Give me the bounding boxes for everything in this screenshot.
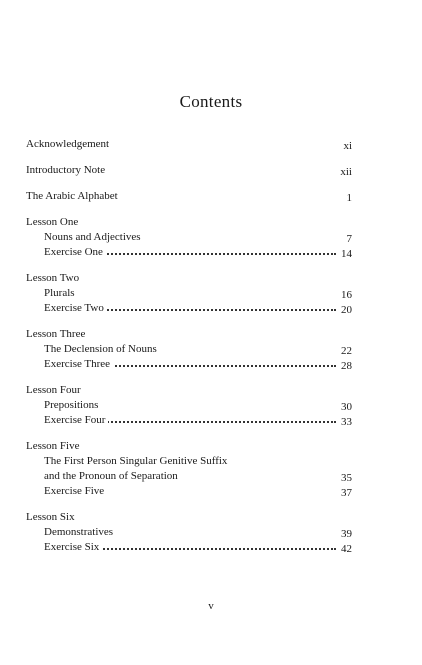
toc-page-number: 1 bbox=[344, 191, 353, 206]
toc-entry-label: Nouns and Adjectives bbox=[44, 230, 144, 245]
toc-page-number: 20 bbox=[338, 303, 352, 318]
lesson-heading-label: Lesson Two bbox=[26, 271, 82, 286]
toc-page-number: 30 bbox=[338, 400, 352, 415]
toc-section-lesson-two bbox=[26, 271, 352, 316]
toc-entry-exercise[interactable] bbox=[26, 484, 352, 499]
lesson-heading bbox=[26, 439, 352, 454]
toc-entry-label: Exercise Four bbox=[44, 413, 108, 428]
toc-page-number: 28 bbox=[338, 359, 352, 374]
toc-page-number: 37 bbox=[338, 486, 352, 501]
toc-entry-label: Prepositions bbox=[44, 398, 101, 413]
toc-entry-exercise[interactable] bbox=[26, 245, 352, 260]
toc-page-number: 22 bbox=[338, 344, 352, 359]
toc-entry-label: Acknowledgement bbox=[26, 137, 112, 152]
toc-entry-label: Plurals bbox=[44, 286, 78, 301]
toc-entry-label: Exercise Three bbox=[44, 357, 113, 372]
toc-page-number: 14 bbox=[338, 247, 352, 262]
toc-section-arabic-alphabet bbox=[26, 189, 352, 204]
toc-entry[interactable] bbox=[26, 342, 352, 357]
toc-entry-line-2[interactable] bbox=[26, 469, 352, 484]
lesson-heading-label: Lesson Four bbox=[26, 383, 84, 398]
toc-page-number: 7 bbox=[344, 232, 353, 247]
lesson-heading-label: Lesson Five bbox=[26, 439, 82, 454]
toc-page-number: 16 bbox=[338, 288, 352, 303]
toc-page-number: xi bbox=[340, 139, 352, 154]
toc-entry[interactable] bbox=[26, 163, 352, 178]
page-title: Contents bbox=[179, 92, 243, 111]
toc-entry-exercise[interactable] bbox=[26, 413, 352, 428]
toc-entry[interactable] bbox=[26, 189, 352, 204]
toc-page-number: 39 bbox=[338, 527, 352, 542]
toc-entry-label: The First Person Singular Genitive Suffix bbox=[44, 454, 230, 469]
lesson-heading bbox=[26, 327, 352, 342]
toc-section-lesson-one bbox=[26, 215, 352, 260]
toc-section-lesson-six bbox=[26, 510, 352, 555]
toc-entry-label: and the Pronoun of Separation bbox=[44, 469, 181, 484]
toc-entry-exercise[interactable] bbox=[26, 540, 352, 555]
lesson-heading bbox=[26, 215, 352, 230]
toc-entry[interactable] bbox=[26, 398, 352, 413]
lesson-heading-label: Lesson One bbox=[26, 215, 81, 230]
toc-page-number: 42 bbox=[338, 542, 352, 557]
toc-entry-label: The Declension of Nouns bbox=[44, 342, 160, 357]
toc-entry[interactable] bbox=[26, 286, 352, 301]
toc-section-lesson-four bbox=[26, 383, 352, 428]
toc-entry-line-1[interactable] bbox=[26, 454, 352, 469]
lesson-heading bbox=[26, 510, 352, 525]
toc-entry-label: Exercise Five bbox=[44, 484, 107, 499]
toc-entry[interactable] bbox=[26, 230, 352, 245]
toc-entry[interactable] bbox=[26, 137, 352, 152]
toc-entry[interactable] bbox=[26, 525, 352, 540]
toc-entry-exercise[interactable] bbox=[26, 357, 352, 372]
toc-entry-label: Exercise Two bbox=[44, 301, 107, 316]
lesson-heading bbox=[26, 383, 352, 398]
toc-entry-label: Introductory Note bbox=[26, 163, 108, 178]
lesson-heading-label: Lesson Six bbox=[26, 510, 78, 525]
table-of-contents bbox=[26, 137, 352, 566]
toc-page-number: xii bbox=[337, 165, 352, 180]
toc-entry-exercise[interactable] bbox=[26, 301, 352, 316]
page-folio-number: v bbox=[208, 600, 214, 612]
lesson-heading-label: Lesson Three bbox=[26, 327, 88, 342]
toc-section-lesson-five bbox=[26, 439, 352, 499]
toc-section-acknowledgement bbox=[26, 137, 352, 152]
toc-section-introductory-note bbox=[26, 163, 352, 178]
lesson-heading bbox=[26, 271, 352, 286]
toc-entry-label: Exercise Six bbox=[44, 540, 102, 555]
toc-entry-label: Exercise One bbox=[44, 245, 106, 260]
toc-page-number: 33 bbox=[338, 415, 352, 430]
toc-entry-label: The Arabic Alphabet bbox=[26, 189, 121, 204]
toc-section-lesson-three bbox=[26, 327, 352, 372]
toc-page-number: 35 bbox=[338, 471, 352, 486]
toc-entry-label: Demonstratives bbox=[44, 525, 116, 540]
